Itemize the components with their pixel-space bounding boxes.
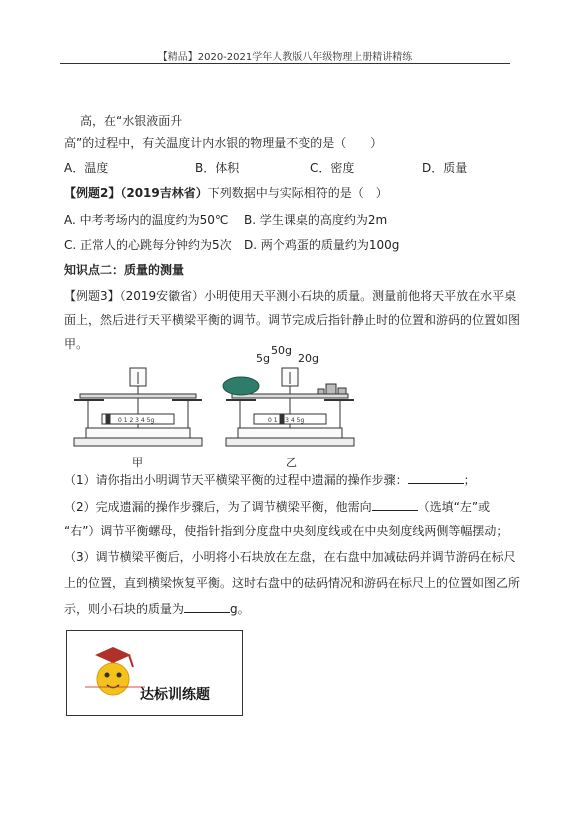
sub-question-2 <box>64 498 490 515</box>
example-2-stem <box>64 185 388 201</box>
option-d: D. 两个鸡蛋的质量约为100g <box>244 238 400 252</box>
example-stem: （2019安徽省）小明使用天平测小石块的质量。测量前他将天平放在水平桌 <box>119 289 517 303</box>
weight-20g <box>338 388 346 394</box>
weight-label: 20g <box>298 352 319 365</box>
caption-left: 甲 <box>132 456 143 469</box>
sub-question-2-cont: “右”）调节平衡螺母，使指针指到分度盘中央刻度线或在中央刻度线两侧等幅摆动； <box>64 524 509 538</box>
option-b: B. 学生课桌的高度约为2m <box>244 213 388 227</box>
option-b: B．体积 <box>195 161 240 175</box>
sub-question-text: （1）请你指出小明调节天平横梁平衡的过程中遗漏的操作步骤： <box>64 473 408 487</box>
sub-question-text: g。 <box>230 602 250 616</box>
balance-figure <box>66 344 366 469</box>
weight-label: 5g <box>256 352 270 365</box>
page-header: 【精品】2020-2021学年人教版八年级物理上册精讲精练 <box>157 52 413 63</box>
answer-blank <box>184 600 230 613</box>
sub-question-text: ； <box>463 473 476 487</box>
scale-tick: 0 1 2 3 4 5g <box>118 417 155 424</box>
section-title: 知识点二：质量的测量 <box>64 263 185 277</box>
scale-tick: 0 1 2 3 4 5g <box>268 417 305 424</box>
option-a: A. 中考考场内的温度约为50℃ <box>64 213 229 227</box>
weight-50g <box>326 384 336 394</box>
balance-left <box>74 368 202 446</box>
example-3-line1 <box>64 288 516 304</box>
balance-diagram <box>66 358 366 468</box>
sub-question-text: （2）完成遗漏的操作步骤后，为了调节横梁平衡，他需向 <box>64 500 372 514</box>
example-tag: 【例题2】（2019吉林省） <box>64 186 208 200</box>
header-divider <box>60 63 510 64</box>
sub-question-text: 示，则小石块的质量为 <box>64 602 185 616</box>
weight-label: 50g <box>271 344 292 357</box>
option-a: A．温度 <box>64 161 109 175</box>
option-d: D．质量 <box>422 161 468 175</box>
stone <box>223 377 259 395</box>
example-3-line2: 面上，然后进行天平横梁平衡的调节。调节完成后指针静止时的位置和游码的位置如图 <box>64 313 521 327</box>
question-text: 高”的过程中，有关温度计内水银的物理量不变的是（ ） <box>64 136 383 150</box>
answer-blank <box>408 471 464 484</box>
weight-5g <box>318 389 324 394</box>
sub-question-text: （选填“左”或 <box>417 500 491 514</box>
sub-question-3-line3 <box>64 600 250 617</box>
training-title: 达标训练题 <box>140 687 210 703</box>
sub-question-3-line1: （3）调节横梁平衡后，小明将小石块放在左盘，在右盘中加减砝码并调节游码在标尺 <box>64 550 516 564</box>
answer-blank <box>372 498 418 511</box>
question-text: 高，在“水银液面升 <box>80 114 183 128</box>
option-c: C．密度 <box>310 161 355 175</box>
option-c: C. 正常人的心跳每分钟约为5次 <box>64 238 232 252</box>
example-stem: 下列数据中与实际相符的是（ ） <box>207 186 388 200</box>
example-3-line3: 甲。 <box>64 337 89 351</box>
sub-question-3-line2: 上的位置，直到横梁恢复平衡。这时右盘中的砝码情况和游码在标尺上的位置如图乙所 <box>64 576 521 590</box>
sub-question-1 <box>64 471 476 488</box>
caption-right: 乙 <box>286 456 297 469</box>
mascot-icon <box>79 637 149 707</box>
example-tag: 【例题3】 <box>64 289 120 303</box>
